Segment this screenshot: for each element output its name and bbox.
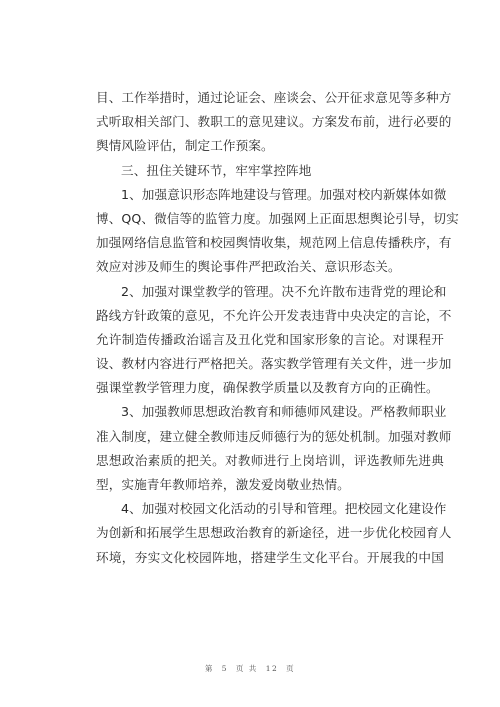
text-line: 加强网络信息监管和校园舆情收集，规范网上信息传播秩序，有 xyxy=(96,235,452,251)
text-line: 式听取相关部门、教职工的意见建议。方案发布前，进行必要的 xyxy=(96,114,452,130)
document-body xyxy=(96,86,459,570)
footer-middle: 页 共 xyxy=(235,664,258,673)
text-line: 2、加强对课堂教学的管理。决不允许散布违背党的理论和 xyxy=(121,283,447,299)
text-line: 目、工作举措时，通过论证会、座谈会、公开征求意见等多种方 xyxy=(96,90,452,105)
text-line: 思想政治素质的把关。对教师进行上岗培训，评选教师先进典 xyxy=(96,452,444,468)
text-line: 型，实施青年教师培养，激发爱岗敬业热情。 xyxy=(96,477,350,492)
text-line: 三、扭住关键环节，牢牢掌控阵地 xyxy=(121,162,312,178)
footer-prefix: 第 xyxy=(204,664,214,673)
text-line: 1、加强意识形态阵地建设与管理。加强对校内新媒体如微 xyxy=(121,186,447,202)
text-line: 环境，夯实文化校园阵地，搭建学生文化平台。开展我的中国 xyxy=(96,549,444,565)
total-pages-number: 12 xyxy=(265,664,279,673)
text-line: 3、加强教师思想政治教育和师德师风建设。严格教师职业 xyxy=(121,404,447,420)
text-line: 为创新和拓展学生思想政治教育的新途径，进一步优化校园育人 xyxy=(96,525,452,541)
text-line: 路线方针政策的意见，不允许公开发表违背中央决定的言论，不 xyxy=(96,307,452,323)
text-line: 博、QQ、微信等的监管力度。加强网上正面思想舆论引导，切实 xyxy=(96,210,459,226)
page-footer xyxy=(0,663,500,674)
footer-suffix: 页 xyxy=(286,664,296,673)
text-line: 效应对涉及师生的舆论事件严把政治关、意识形态关。 xyxy=(96,259,401,275)
text-line: 4、加强对校园文化活动的引导和管理。把校园文化建设作 xyxy=(121,501,447,517)
text-line: 允许制造传播政治谣言及丑化党和国家形象的言论。对课程开 xyxy=(96,331,444,347)
text-line: 准入制度，建立健全教师违反师德行为的惩处机制。加强对教师 xyxy=(96,428,452,444)
text-line: 强课堂教学管理力度，确保教学质量以及教育方向的正确性。 xyxy=(96,380,439,396)
current-page-number: 5 xyxy=(221,664,229,673)
text-line: 舆情风险评估，制定工作预案。 xyxy=(96,138,274,154)
text-line: 设、教材内容进行严格把关。落实教学管理有关文件，进一步加 xyxy=(96,356,452,372)
